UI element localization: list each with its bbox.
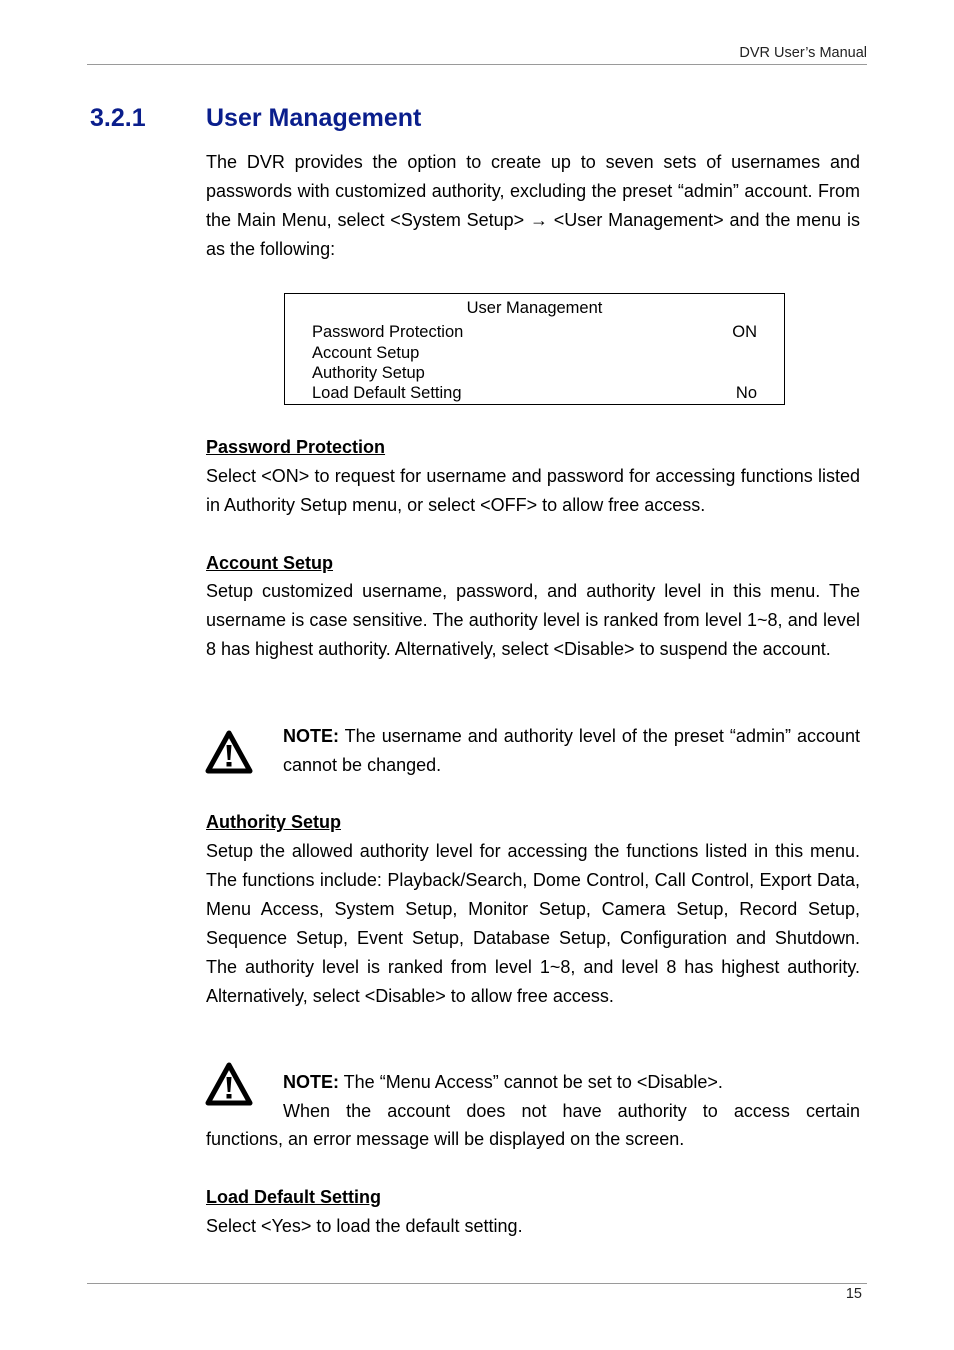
menu-row	[312, 384, 757, 404]
menu-item-value: No	[735, 384, 757, 402]
password-protection-body: Select <ON> to request for username and password for accessing functions listed in Authority Setup menu, or select <OFF> to allow free access.	[206, 466, 860, 515]
authority-setup-heading: Authority Setup	[206, 812, 341, 832]
section-number: 3.2.1	[90, 104, 146, 132]
password-protection-heading: Password Protection	[206, 437, 386, 457]
note-label: NOTE:	[283, 726, 339, 746]
menu-item-label: Authority Setup	[312, 364, 425, 382]
authority-setup-body: Setup the allowed authority level for accessing the functions listed in this menu. The functions include: Playback/Search, Dome Control, Call Control, Export Data, Menu Access, System Setup, Monitor Setup, Camera Setup, Record Setup, Sequence Setup, Event Setup, Database Setup, Configuration and Shutdown. The authority level is ranked from level 1~8, and level 8 has highest authority. Alternatively, select <Disable> to allow free access.	[206, 841, 860, 1006]
warning-triangle-icon	[205, 1062, 253, 1107]
note-continuation: functions, an error message will be displayed on the screen.	[206, 1129, 685, 1149]
warning-triangle-icon	[205, 730, 253, 775]
account-setup-body: Setup customized username, password, and authority level in this menu. The username is case sensitive. The authority level is ranked from level 1~8, and level 8 has highest authority. Alternatively, select <Disable> to suspend the account.	[206, 581, 860, 659]
load-default-body: Select <Yes> to load the default setting.	[206, 1216, 523, 1236]
menu-row	[312, 323, 757, 343]
section-title: User Management	[206, 104, 422, 132]
menu-screenshot-box	[284, 293, 785, 405]
note-body: The “Menu Access” cannot be set to <Disable>.	[339, 1072, 723, 1092]
page-header-title: DVR User’s Manual	[739, 45, 867, 61]
note-text	[283, 1068, 723, 1097]
menu-item-label: Load Default Setting	[312, 384, 462, 402]
menu-title: User Management	[466, 299, 603, 317]
menu-item-label: Account Setup	[312, 344, 420, 362]
note-body: The username and authority level of the preset “admin” account cannot be changed.	[283, 726, 860, 775]
header-rule	[87, 64, 867, 65]
account-setup-heading: Account Setup	[206, 553, 334, 573]
intro-paragraph: The DVR provides the option to create up to seven sets of usernames and passwords with customized authority, excluding the preset “admin” account. From the Main Menu, select <System Setup> → <User Management> and the menu is as the following:	[206, 152, 860, 259]
load-default-heading: Load Default Setting	[206, 1187, 381, 1207]
note-continuation: When the account does not have authority to access certain	[283, 1101, 860, 1121]
note-label: NOTE:	[283, 1072, 339, 1092]
page-number: 15	[845, 1286, 862, 1302]
menu-item-value: ON	[732, 323, 757, 341]
menu-item-label: Password Protection	[312, 323, 464, 341]
footer-rule	[87, 1283, 867, 1284]
note-text	[283, 722, 860, 780]
menu-row	[312, 364, 757, 384]
menu-row	[312, 344, 757, 364]
